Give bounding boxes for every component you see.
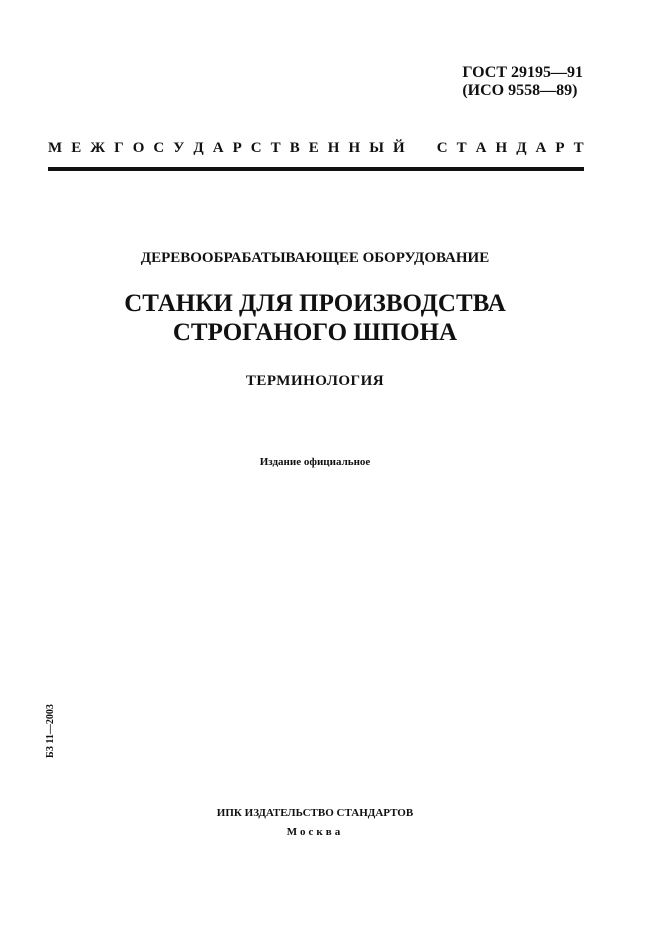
heading-letter: Е xyxy=(71,140,82,156)
heading-letter: В xyxy=(289,140,300,156)
heading-letter: Т xyxy=(456,140,467,156)
edition-label: Издание официальное xyxy=(259,456,371,468)
heading-letter: С xyxy=(250,140,262,156)
heading-letter: Р xyxy=(232,140,242,156)
heading-letter: С xyxy=(153,140,165,156)
heading-letter: Н xyxy=(348,140,361,156)
gost-number: ГОСТ 29195—91 xyxy=(462,64,583,81)
heading-letter: Ы xyxy=(369,140,384,156)
heading-letter: О xyxy=(132,140,145,156)
heading-letter: А xyxy=(475,140,487,156)
heading-letter: С xyxy=(436,140,448,156)
subject-title: ТЕРМИНОЛОГИЯ xyxy=(245,373,385,389)
heading-letter: Д xyxy=(516,140,527,156)
main-title xyxy=(0,289,630,347)
publisher-city: Москва xyxy=(286,826,344,838)
heading-letter: Р xyxy=(555,140,565,156)
heading-letter: М xyxy=(48,140,63,156)
heading-letter: У xyxy=(173,140,185,156)
heading-letter: Т xyxy=(270,140,281,156)
standard-type-heading xyxy=(48,140,584,157)
header-divider xyxy=(48,167,584,171)
gost-code-block xyxy=(462,64,583,100)
heading-letter: Д xyxy=(193,140,204,156)
main-title-line-2: СТРОГАНОГО ШПОНА xyxy=(172,319,458,346)
publisher-name: ИПК ИЗДАТЕЛЬСТВО СТАНДАРТОВ xyxy=(216,807,414,819)
heading-letter: Н xyxy=(327,140,340,156)
iso-number: (ИСО 9558—89) xyxy=(462,82,578,99)
heading-letter: Ж xyxy=(90,140,106,156)
word-gap xyxy=(414,140,428,157)
heading-letter: Т xyxy=(573,140,584,156)
heading-letter: А xyxy=(212,140,224,156)
heading-letter: А xyxy=(535,140,547,156)
main-title-line-1: СТАНКИ ДЛЯ ПРОИЗВОДСТВА xyxy=(124,290,506,317)
heading-letter: Г xyxy=(114,140,124,156)
heading-letter: Е xyxy=(308,140,319,156)
heading-letter: Н xyxy=(495,140,508,156)
side-code: БЗ 11—2003 xyxy=(45,704,56,758)
category-title: ДЕРЕВООБРАБАТЫВАЮЩЕЕ ОБОРУДОВАНИЕ xyxy=(140,250,490,266)
heading-letter: Й xyxy=(392,140,405,156)
